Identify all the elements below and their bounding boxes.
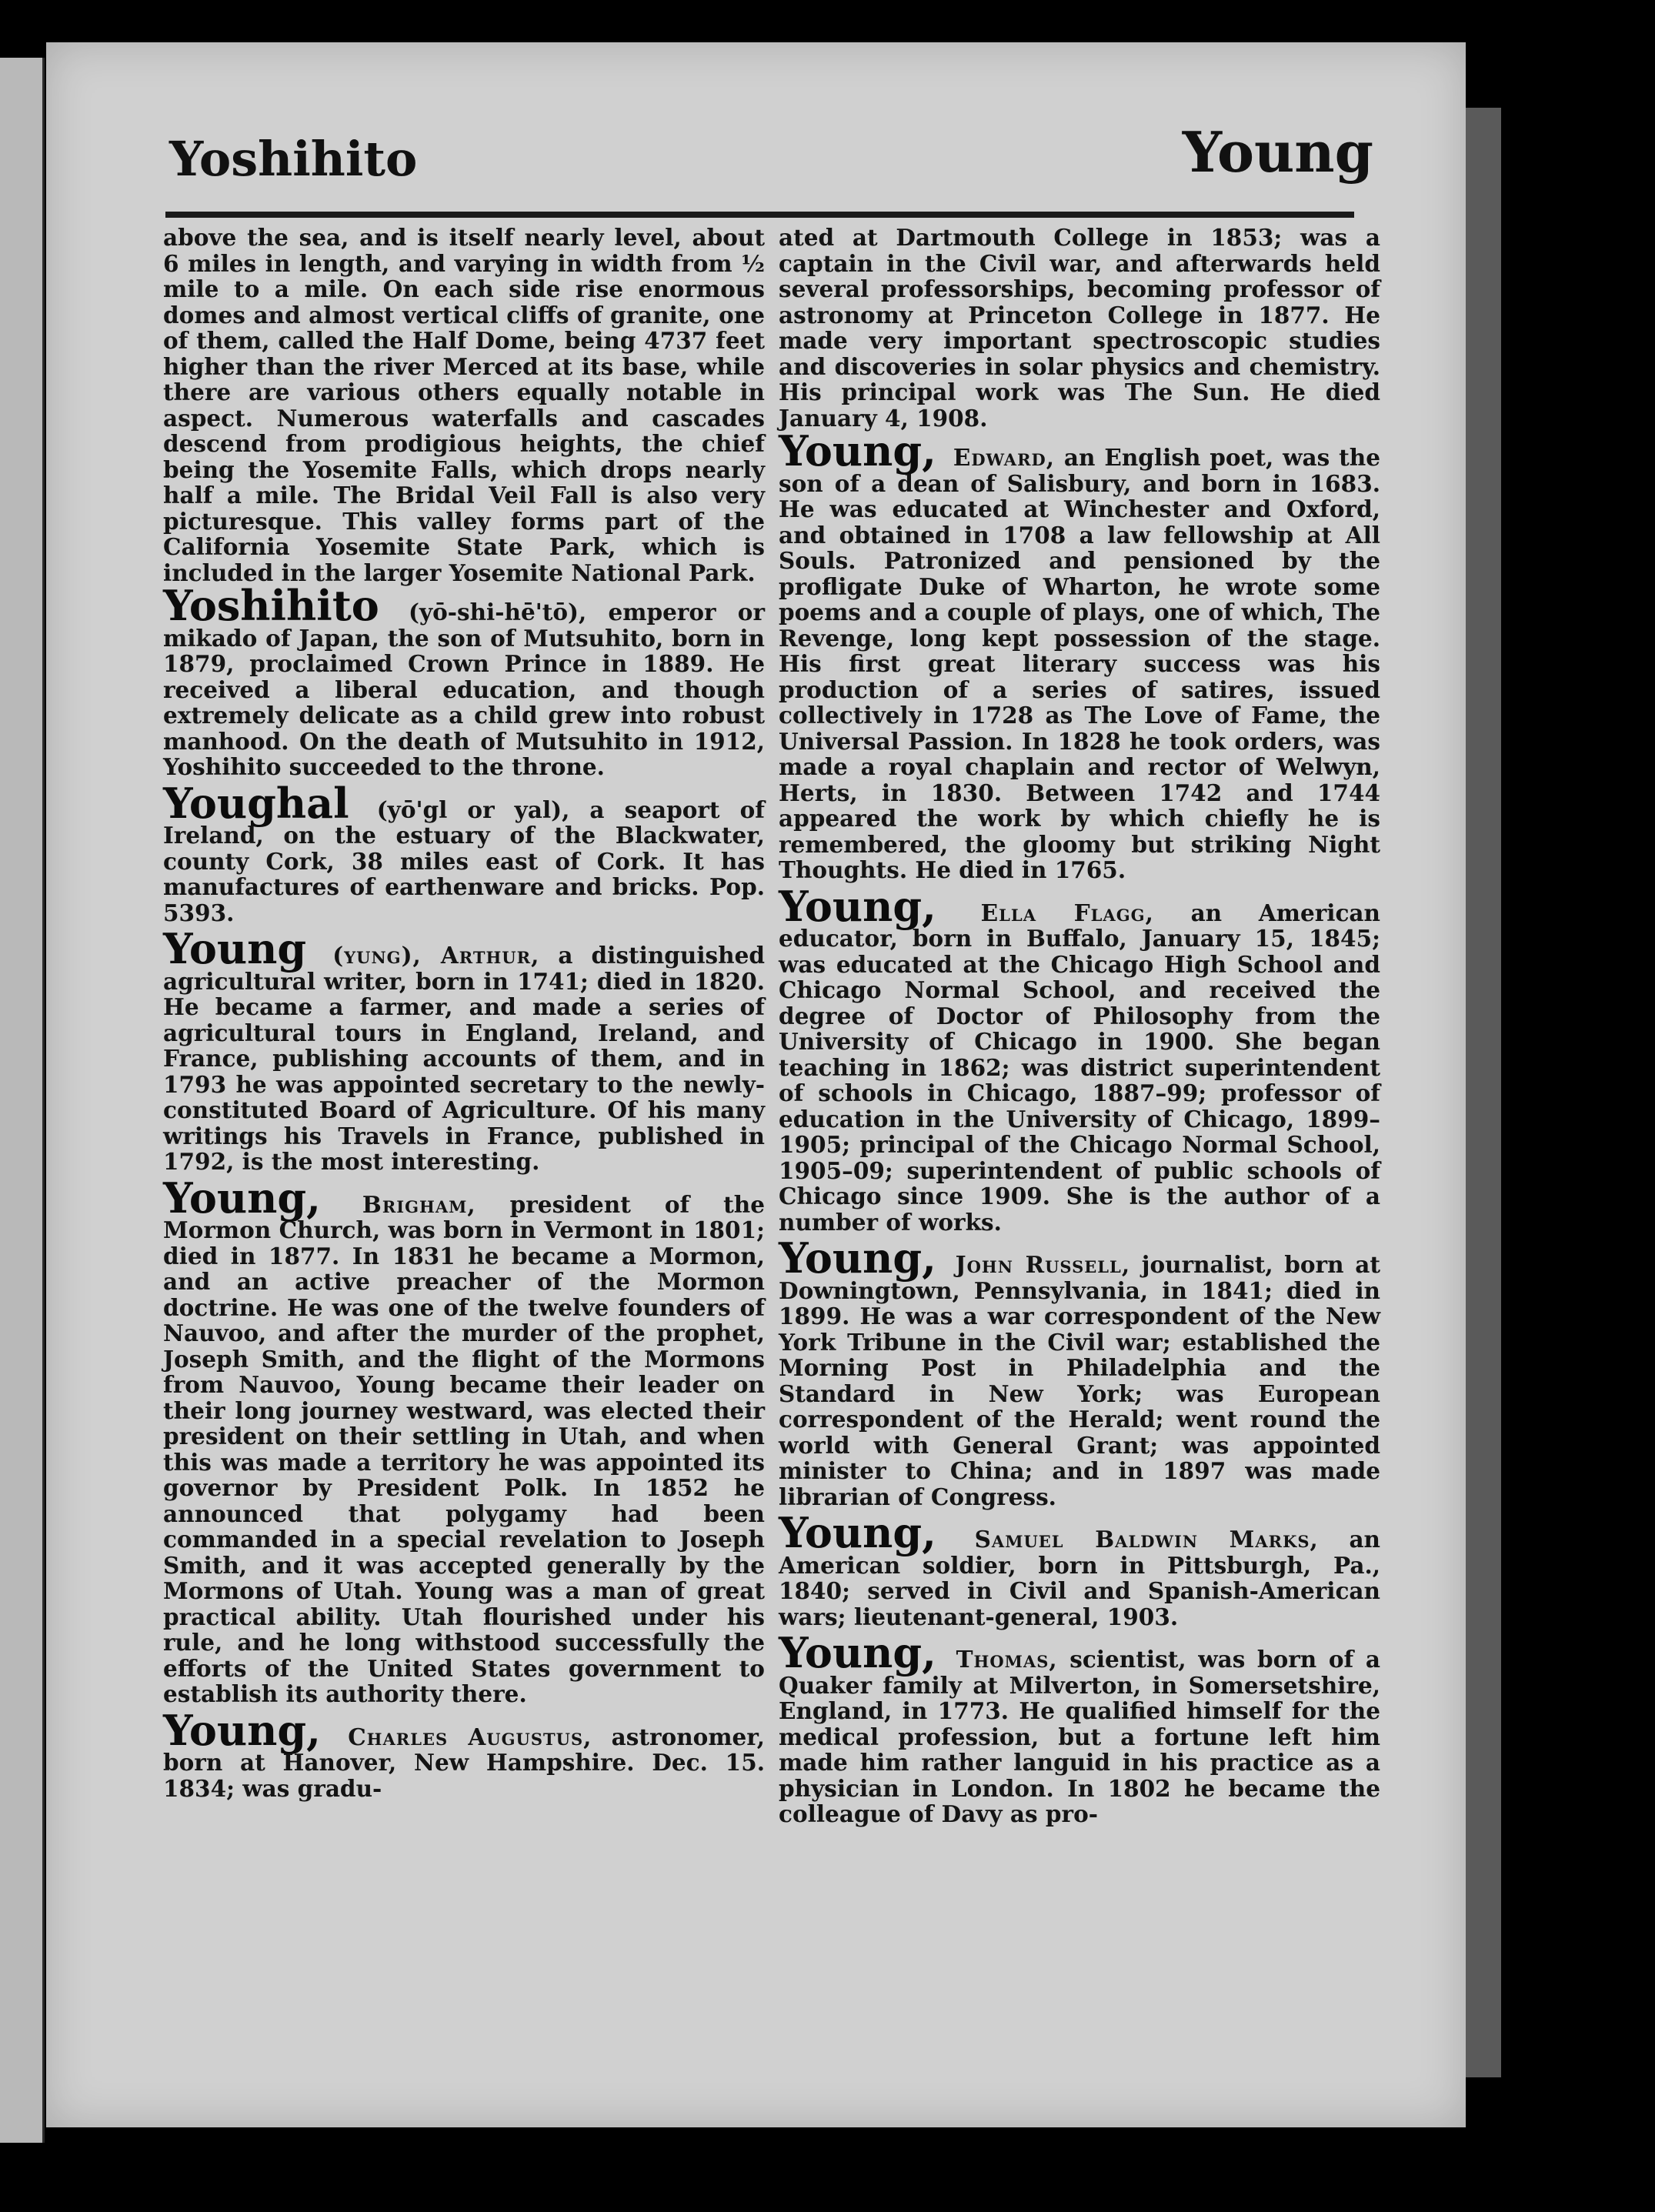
page-fore-edge — [1466, 108, 1501, 2077]
entry-name: Charles Augustus, — [348, 1723, 592, 1750]
running-head — [115, 100, 1373, 215]
entry-headword: Young, — [163, 1173, 321, 1223]
header-rule — [165, 212, 1354, 218]
entry-young-arthur — [163, 924, 765, 1175]
entry-name: Samuel Baldwin Marks, — [974, 1526, 1319, 1553]
entry-headword: Young, — [779, 1628, 936, 1677]
entry-young-thomas — [779, 1628, 1380, 1827]
facing-page-edge — [0, 58, 45, 2143]
entry-headword: Young, — [779, 1233, 936, 1283]
entry-headword: Young, — [779, 881, 936, 931]
entry-text: scientist, was born of a Quaker family at Milverton, in Somersetshire, England, in 1773. He qualified himself for the medical profession, but a fortune left him made him rather languid in his practice as a physician in London. In 1802 he became the colleague of Davy as pro- — [779, 1646, 1380, 1827]
text-columns — [163, 224, 1380, 2025]
entry-young-john — [779, 1233, 1380, 1510]
entry-text: a distinguished agricultural writer, born in 1741; died in 1820. He became a farmer, and made a series of agricultural tours in England, Ireland, and France, publishing accounts of them, and in 1793 he was appointed secretary to the newly-constituted Board of Agriculture. Of his many writings his Travels in France, published in 1792, is the most interesting. — [163, 942, 765, 1175]
entry-headword: Yoshihito — [163, 581, 379, 630]
entry-text: an English poet, was the son of a dean of Salisbury, and born in 1683. He was educated at Winchester and Oxford, and obtained in 1708 a law fellowship at All Souls. Patronized and pensioned by the profligate Duke of Wharton, he wrote some poems and a couple of plays, one of which, The Revenge, long kept possession of the stage. His first great literary success was his production of a series of satires, issued collectively in 1728 as The Love of Fame, the Universal Passion. In 1828 he took orders, was made a royal chaplain and rector of Welwyn, Herts, in 1830. Between 1742 and 1744 appeared the work by which chiefly he is remembered, the gloomy but striking Night Thoughts. He died in 1765. — [779, 444, 1380, 883]
left-continuation: above the sea, and is itself nearly level, about 6 miles in length, and varying in width from ½ mile to a mile. On each side rise enormous domes and almost vertical cliffs of granite, one of them, called the Half Dome, being 4737 feet higher than the river Merced at its base, while there are various others equally notable in aspect. Numerous waterfalls and cascades descend from prodigious heights, the chief being the Yosemite Falls, which drops nearly half a mile. The Bridal Veil Fall is also very picturesque. This valley forms part of the California Yosemite State Park, which is included in the larger Yosemite National Park. — [163, 224, 765, 586]
entry-text: president of the Mormon Church, was born in Vermont in 1801; died in 1877. In 1831 he became a Mormon, and an active preacher of the Mormon doctrine. He was one of the twelve founders of Nauvoo, and after the murder of the prophet, Joseph Smith, and the flight of the Mormons from Nauvoo, Young became their leader on their long journey westward, was elected their president on their settling in Utah, and when this was made a territory he was appointed its governor by President Polk. In 1852 he announced that polygamy had been commanded in a special revelation to Joseph Smith, and it was accepted generally by the Mormons of Utah. Young was a man of great practical ability. Utah flourished under his rule, and he long withstood successfully the efforts of the United States government to establish its authority there. — [163, 1190, 765, 1707]
entry-headword: Youghal — [163, 778, 349, 828]
entry-text: journalist, born at Downingtown, Pennsylvania, in 1841; died in 1899. He was a war correspondent of the New York Tribune in the Civil war; established the Morning Post in Philadelphia and the Standard in New York; was European correspondent of the Herald; went round the world with General Grant; was appointed minister to China; and in 1897 was made librarian of Congress. — [779, 1251, 1380, 1510]
left-column — [163, 225, 765, 1809]
entry-name: (yung), Arthur, — [332, 942, 540, 969]
entry-young-samuel — [779, 1508, 1380, 1630]
running-head-left: Yoshihito — [169, 131, 418, 187]
entry-text: an American educator, born in Buffalo, January 15, 1845; was educated at the Chicago High School and Chicago Normal School, and received the degree of Doctor of Philosophy from the University of Chicago in 1900. She began teaching in 1862; was district superintendent of schools in Chicago, 1887–99; professor of education in the University of Chicago, 1899–1905; principal of the Chicago Normal School, 1905–09; superintendent of public schools of Chicago since 1909. She is the author of a number of works. — [779, 899, 1380, 1236]
entry-headword: Young, — [163, 1705, 321, 1755]
entry-young-brigham — [163, 1173, 765, 1707]
right-continuation: ated at Dartmouth College in 1853; was a captain in the Civil war, and afterwards held several professorships, becoming professor of astronomy at Princeton College in 1877. He made very important spectroscopic studies and discoveries in solar physics and chemistry. His principal work was The Sun. He died January 4, 1908. — [779, 224, 1380, 432]
entry-yoshihito — [163, 581, 765, 780]
entry-headword: Young — [163, 924, 307, 973]
entry-youghal — [163, 778, 765, 926]
right-column — [779, 225, 1380, 1835]
entry-young-edward — [779, 426, 1380, 883]
entry-name: Ella Flagg, — [980, 899, 1154, 926]
entry-name: Edward, — [953, 444, 1056, 471]
entry-name: John Russell, — [955, 1251, 1131, 1278]
entry-headword: Young, — [779, 426, 936, 475]
entry-text: (yō'gl or yal), a seaport of Ireland, on the estuary of the Blackwater, county Cork, 38 miles east of Cork. It has manufactures of earthenware and bricks. Pop. 5393. — [163, 796, 765, 926]
entry-name: Thomas, — [956, 1646, 1058, 1673]
entry-headword: Young, — [779, 1508, 936, 1557]
entry-text: (yō-shi-hē'tō), emperor or mikado of Japan, the son of Mutsuhito, born in 1879, proclaimed Crown Prince in 1889. He received a liberal education, and though extremely delicate as a child grew into robust manhood. On the death of Mutsuhito in 1912, Yoshihito succeeded to the throne. — [163, 599, 765, 780]
running-head-right: Young — [1182, 119, 1373, 185]
entry-young-charles — [163, 1705, 765, 1802]
entry-text: an American soldier, born in Pittsburgh, Pa., 1840; served in Civil and Spanish-American wars; lieutenant-general, 1903. — [779, 1526, 1380, 1630]
entry-name: Brigham, — [362, 1190, 476, 1218]
entry-text: astronomer, born at Hanover, New Hampshire. Dec. 15. 1834; was gradu- — [163, 1723, 765, 1802]
entry-young-ella — [779, 881, 1380, 1236]
